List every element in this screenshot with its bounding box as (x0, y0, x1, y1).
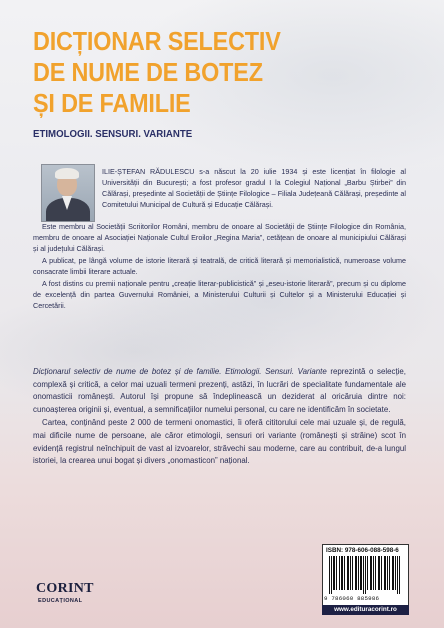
book-subtitle: ETIMOLOGII. SENSURI. VARIANTE (33, 128, 193, 140)
barcode-digits: 9 786060 885986 (324, 595, 380, 602)
title-line-1: DICȚIONAR SELECTIV (33, 26, 281, 56)
author-photo (41, 164, 95, 222)
barcode-box (322, 544, 409, 606)
publisher-logo (36, 581, 96, 609)
title-line-2: DE NUME DE BOTEZ (33, 57, 263, 87)
publisher-logo-word: CORINT (36, 581, 94, 596)
publisher-logo-sub: EDUCAȚIONAL (38, 598, 83, 604)
book-description (33, 366, 406, 469)
author-bio (33, 221, 406, 312)
description-paragraph-1-text: reprezintă o selecție, complexă și critică, a celor mai uzuali termeni prezenți, astăzi, în lucrări de specialitate fundamentale ale onomasticii românești. Autorul își propune să îndeplinească un deziderat al oricăruia dintre noi: cunoașterea originii și, eventual, a semnificațiilor numelui personal, cu care ne identificăm în societate. (33, 367, 406, 414)
barcode-icon (329, 556, 402, 594)
book-title (33, 26, 384, 119)
author-bio-intro (102, 166, 406, 211)
publisher-website: www.edituracorint.ro (322, 605, 409, 615)
description-book-name: Dicționarul selectiv de nume de botez și de familie. Etimologii. Sensuri. Variante (33, 367, 327, 376)
bio-paragraph-2: Este membru al Societății Scriitorilor Români, membru de onoare al Societății de Științe Filologice din România, membru de onoare al Asociației Naționale Cultul Eroilor „Regina Maria”, cetățean de onoare al municipiului Călărași și al județului Călărași. (33, 222, 406, 253)
description-paragraph-2: Cartea, conținând peste 2 000 de termeni onomastici, îi oferă cititorului cele mai uzuale și, de regulă, mai dificile nume de persoane, ale căror etimologii, sensuri ori variante (românești și străine) scot în evidență registrul neînchipuit de vast al izvoarelor, străvechi sau moderne, care au contribuit, de-a lungul istoriei, la crearea unui bogat și divers „onomasticon” național. (33, 418, 406, 466)
bio-paragraph-4: A fost distins cu premii naționale pentru „creație literar-publicistică” și „eseu-istorie literară”, precum și cu diplome de excelență din partea Guvernului României, a Ministerului Culturii și Cultelor și a Ministerului Educației și Cercetării. (33, 279, 406, 310)
isbn-label: ISBN: 978-606-088-598-6 (326, 547, 399, 554)
title-line-3: ȘI DE FAMILIE (33, 88, 191, 118)
bio-paragraph-3: A publicat, pe lângă volume de istorie literară și teatrală, de critică literară și memorialistică, numeroase volume consacrate limbii literare actuale. (33, 256, 406, 276)
description-paragraph-1 (33, 366, 406, 416)
bio-paragraph-1: ILIE-ȘTEFAN RĂDULESCU s-a născut la 20 iulie 1934 și este licențiat în filologie al Universității din București; a fost profesor gradul I la Colegiul Național „Barbu Știrbei” din Călărași, președinte al Societății de Științe Filologice – Filiala Județeană Călărași, președinte al Comitetului Municipal de Cultură și Educație Călărași. (102, 167, 406, 209)
